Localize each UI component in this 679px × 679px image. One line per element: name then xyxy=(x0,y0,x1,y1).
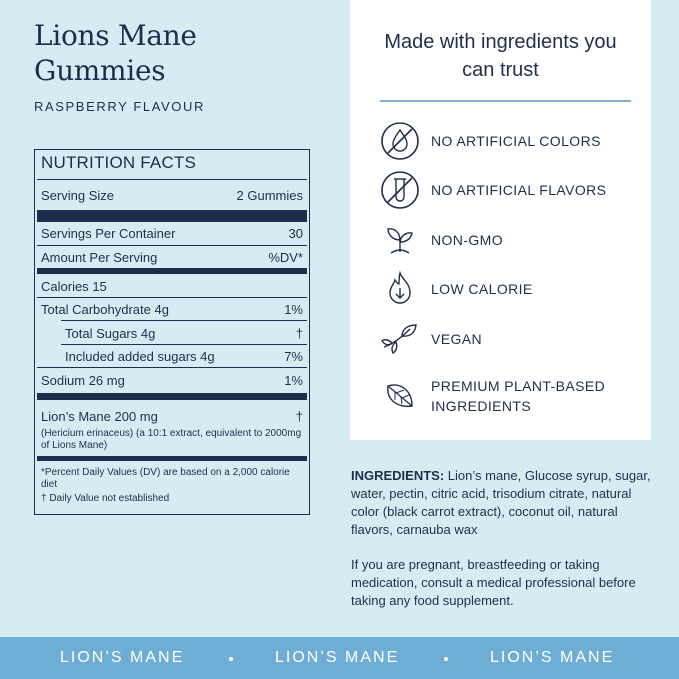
product-title: Lions Mane Gummies xyxy=(34,19,197,87)
leaf-icon xyxy=(380,376,420,416)
lions-mane-note: (Hericium erinaceus) (a 10:1 extract, equivalent to 2000mg of Lions Mane) xyxy=(41,428,302,451)
ingredients-text: INGREDIENTS: Lion’s mane, Glucose syrup, sugar, water, pectin, citric acid, trisodium citrate, natural color (black carrot extract), coconut oil, natural flavors, carnauba wax xyxy=(351,468,651,537)
feature-vegan xyxy=(380,317,640,361)
banner-text: LION’S MANE xyxy=(275,649,400,666)
sprout-icon xyxy=(380,220,420,260)
nutrition-facts-panel xyxy=(34,149,310,515)
feature-no-artificial-flavors xyxy=(380,168,640,212)
feature-label: PREMIUM PLANT-BASED INGREDIENTS xyxy=(431,378,606,414)
trust-heading: Made with ingredients you can trust xyxy=(384,31,617,81)
feature-label: LOW CALORIE xyxy=(431,281,533,297)
feature-premium-plant-based xyxy=(380,374,640,418)
banner-text: LION’S MANE xyxy=(490,649,615,666)
thick-divider xyxy=(37,393,307,400)
flame-arrow-icon xyxy=(380,269,420,309)
divider xyxy=(61,320,307,321)
sugars-row: Total Sugars 4g † xyxy=(65,326,303,341)
dagger-footnote: † Daily Value not established xyxy=(41,493,170,504)
leaves-icon xyxy=(380,319,420,359)
thick-divider xyxy=(37,456,307,461)
amount-row: Amount Per Serving %DV* xyxy=(41,250,303,265)
carb-row: Total Carbohydrate 4g 1% xyxy=(41,302,303,317)
thick-divider xyxy=(37,268,307,274)
no-drop-icon xyxy=(380,121,420,161)
dv-footnote: *Percent Daily Values (DV) are based on a 2,000 calorie diet xyxy=(41,467,290,490)
feature-label: NO ARTIFICIAL FLAVORS xyxy=(431,182,607,198)
product-flavour: RASPBERRY FLAVOUR xyxy=(34,99,205,114)
lions-mane-row: Lion’s Mane 200 mg † xyxy=(41,409,303,424)
ingredients-label: INGREDIENTS: xyxy=(351,468,445,483)
feature-label: VEGAN xyxy=(431,331,483,347)
divider xyxy=(37,245,307,246)
bottom-banner xyxy=(0,637,679,679)
sodium-row: Sodium 26 mg 1% xyxy=(41,373,303,388)
warning-text: If you are pregnant, breastfeeding or taking medication, consult a medical professional before taking any food supplement. xyxy=(351,557,636,608)
feature-no-artificial-colors xyxy=(380,119,640,163)
divider xyxy=(37,297,307,298)
banner-dot xyxy=(229,657,233,661)
divider xyxy=(37,179,307,180)
divider xyxy=(380,100,631,102)
feature-low-calorie xyxy=(380,267,640,311)
trust-card xyxy=(350,0,651,440)
feature-label: NON-GMO xyxy=(431,232,504,248)
feature-label: NO ARTIFICIAL COLORS xyxy=(431,133,601,149)
banner-dot xyxy=(444,657,448,661)
thick-divider xyxy=(37,210,307,222)
feature-non-gmo xyxy=(380,218,640,262)
divider xyxy=(37,367,307,368)
calories-row: Calories 15 xyxy=(41,279,107,294)
serving-size-row: Serving Size 2 Gummies xyxy=(41,188,303,203)
nutrition-heading: NUTRITION FACTS xyxy=(41,153,197,172)
servings-row: Servings Per Container 30 xyxy=(41,226,303,241)
banner-text: LION’S MANE xyxy=(60,649,185,666)
divider xyxy=(61,344,307,345)
no-test-tube-icon xyxy=(380,170,420,210)
added-sugars-row: Included added sugars 4g 7% xyxy=(65,349,303,364)
